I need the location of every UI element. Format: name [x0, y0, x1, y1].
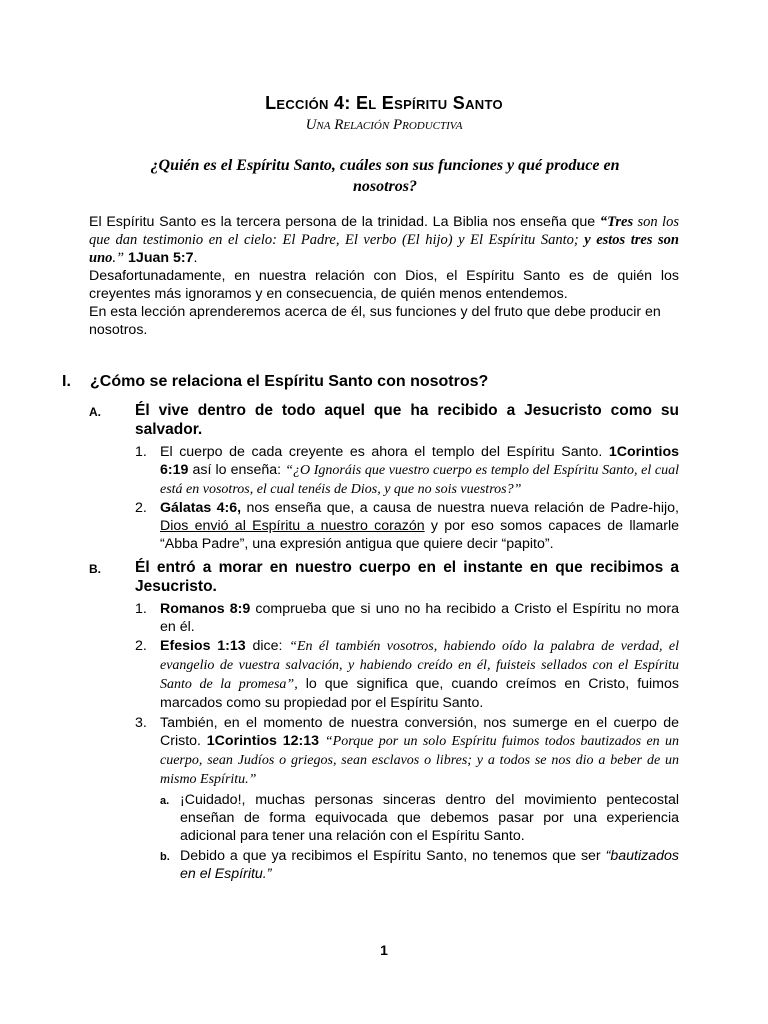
item-text: comprueba que si uno no ha recibido a Cristo el Espíritu no mora en él.	[160, 601, 679, 635]
item-reference: 1Corintios 12:13	[206, 733, 320, 749]
item-number: 3.	[135, 715, 147, 731]
sub-item-text: Debido a que ya recibimos el Espíritu Santo, no tenemos que ser	[180, 848, 606, 864]
item-text: También, en el momento de nuestra conversión, nos sumerge en el cuerpo de Cristo.	[160, 715, 679, 749]
item-text: lo que significa que, cuando creímos en Cristo, fuimos marcados como su propiedad por el Espíritu Santo.	[160, 676, 679, 711]
page-number: 1	[380, 942, 388, 958]
item-quote: “En él también vosotros, habiendo oído la palabra de verdad, el evangelio de vuestra salvación, y habiendo creído en él, fuisteis sellados con el Espíritu Santo de la promesa”,	[160, 639, 679, 692]
item-text: nos enseña que, a causa de nuestra nueva relación de Padre-hijo,	[241, 500, 679, 516]
item-text: así lo enseña:	[188, 462, 286, 478]
intro-reference: 1Juan 5:7	[124, 250, 194, 266]
sub-item-italic: “bautizados en el Espíritu.”	[180, 848, 679, 882]
intro-text: El Espíritu Santo es la tercera persona de la trinidad. La Biblia nos enseña que	[89, 214, 600, 230]
item-text: El cuerpo de cada creyente es ahora el templo del Espíritu Santo.	[160, 444, 609, 460]
section-number: I.	[62, 373, 71, 390]
intro-paragraph-2: Desafortunadamente, en nuestra relación con Dios, el Espíritu Santo es de quién los creyentes más ignoramos y en consecuencia, de quién menos entendemos.	[89, 268, 679, 302]
sub-list-item	[160, 791, 679, 845]
item-text: y por eso somos capaces de llamarle “Abba Padre”, una expresión antigua que quiere decir “papito”.	[160, 518, 679, 552]
intro-paragraph-1	[89, 213, 679, 267]
item-number: 1.	[135, 444, 147, 460]
section-title: ¿Cómo se relaciona el Espíritu Santo con nosotros?	[90, 373, 489, 390]
item-number: 1.	[135, 601, 147, 617]
lesson-title: Lección 4: El Espíritu Santo	[265, 93, 503, 113]
intro-quote-start: “Tres	[599, 214, 634, 230]
item-reference: 1Corintios 6:19	[160, 444, 679, 478]
subsection-title: Él entró a morar en nuestro cuerpo en el instante en que recibimos a Jesucristo.	[135, 559, 679, 595]
subsection-a-heading	[89, 401, 679, 439]
subsection-title: Él vive dentro de todo aquel que ha recibido a Jesucristo como su salvador.	[135, 402, 679, 438]
lesson-subtitle: Una Relación Productiva	[305, 117, 463, 133]
sub-item-text: ¡Cuidado!, muchas personas sinceras dentro del movimiento pentecostal enseñan de forma equivocada que debemos pasar por una experiencia adicional para tener una relación con el Espíritu Santo.	[180, 792, 679, 844]
lesson-question: ¿Quién es el Espíritu Santo, cuáles son sus funciones y qué produce en nosotros?	[150, 157, 620, 195]
intro-quote: son los que dan testimonio en el cielo: El Padre, El verbo (El hijo) y El Espíritu Santo;	[89, 214, 679, 248]
intro-quote-end: .”	[112, 250, 125, 266]
intro-block	[89, 213, 679, 339]
item-reference: Efesios 1:13	[160, 638, 246, 654]
item-quote: “¿O Ignoráis que vuestro cuerpo es templo del Espíritu Santo, el cual está en vosotros, el cual tenéis de Dios, y que no sois vuestros?”	[160, 463, 679, 497]
list-item	[135, 499, 679, 553]
intro-paragraph-3: En esta lección aprenderemos acerca de él, sus funciones y del fruto que debe producir en nosotros.	[89, 304, 661, 338]
sub-list-item	[160, 847, 679, 883]
list-item	[135, 714, 679, 789]
subsection-letter: A.	[89, 405, 101, 419]
intro-period: .	[193, 250, 198, 266]
item-number: 2.	[135, 638, 147, 654]
sub-item-letter: a.	[160, 795, 170, 807]
item-underlined: Dios envió al Espíritu a nuestro corazón	[160, 518, 425, 534]
item-quote: “Porque por un solo Espíritu fuimos todos bautizados en un cuerpo, sean Judíos o griegos, sean esclavos o libres; y a todos se nos dio a beber de un mismo Espíritu.”	[160, 734, 680, 787]
item-reference: Romanos 8:9	[160, 601, 251, 617]
item-text: dice:	[245, 638, 290, 654]
item-reference: Gálatas 4:6,	[160, 500, 242, 516]
subsection-letter: B.	[89, 562, 101, 576]
item-number: 2.	[135, 500, 147, 516]
subsection-b-heading	[89, 558, 679, 596]
list-item	[135, 600, 679, 636]
sub-item-letter: b.	[160, 851, 170, 863]
list-item	[135, 443, 679, 499]
list-item	[135, 637, 679, 712]
intro-quote-bold: y estos tres son uno	[89, 232, 679, 266]
